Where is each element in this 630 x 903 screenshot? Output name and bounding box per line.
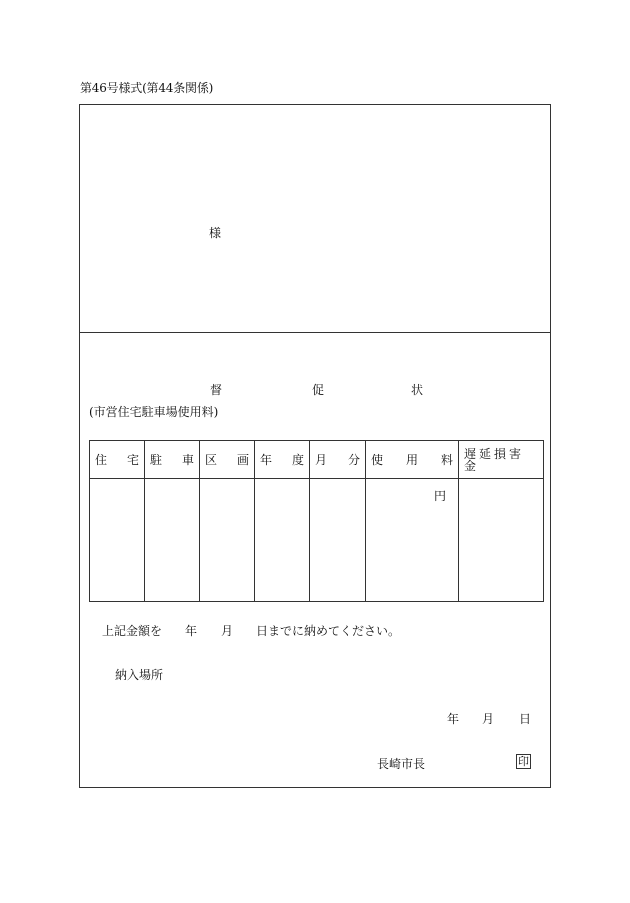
cell-late-charge: [459, 479, 544, 602]
issue-date-month: 月: [482, 712, 495, 726]
cell-parking: [145, 479, 200, 602]
yen-unit: 円: [433, 489, 446, 503]
table-header-row: [90, 441, 544, 479]
title-char-1: 督: [210, 383, 223, 397]
cell-housing: [90, 479, 145, 602]
cell-section: [200, 479, 255, 602]
payment-place-label: 納入場所: [115, 668, 164, 682]
title-char-2: 促: [312, 383, 325, 397]
header-housing: 住 宅: [90, 441, 145, 479]
notice-text: 上記金額を: [102, 624, 163, 638]
issuer-name: 長崎市長: [377, 757, 426, 771]
header-month: 月 分: [310, 441, 366, 479]
cell-usage-fee: [366, 479, 459, 602]
notice-month: 月: [221, 624, 234, 638]
header-late-charge: 遅延損害金: [459, 441, 544, 479]
header-usage-fee: 使 用 料: [366, 441, 459, 479]
notice-year: 年: [185, 624, 198, 638]
cell-month: [310, 479, 366, 602]
table-row: [90, 479, 544, 602]
issue-date-year: 年: [447, 712, 460, 726]
title-char-3: 状: [411, 383, 424, 397]
header-section: 区 画: [200, 441, 255, 479]
notice-day-suffix: 日までに納めてください。: [256, 624, 401, 638]
subtitle: (市営住宅駐車場使用料): [89, 405, 219, 419]
cell-fiscal-year: [255, 479, 310, 602]
form-number-label: 第46号様式(第44条関係): [80, 81, 214, 95]
issue-date-day: 日: [519, 712, 532, 726]
header-fiscal-year: 年 度: [255, 441, 310, 479]
form-frame: [79, 104, 551, 788]
seal-mark: 印: [518, 755, 529, 768]
header-parking: 駐 車: [145, 441, 200, 479]
section-divider: [80, 332, 550, 333]
fee-table: [89, 440, 544, 602]
addressee-suffix: 様: [209, 226, 222, 240]
